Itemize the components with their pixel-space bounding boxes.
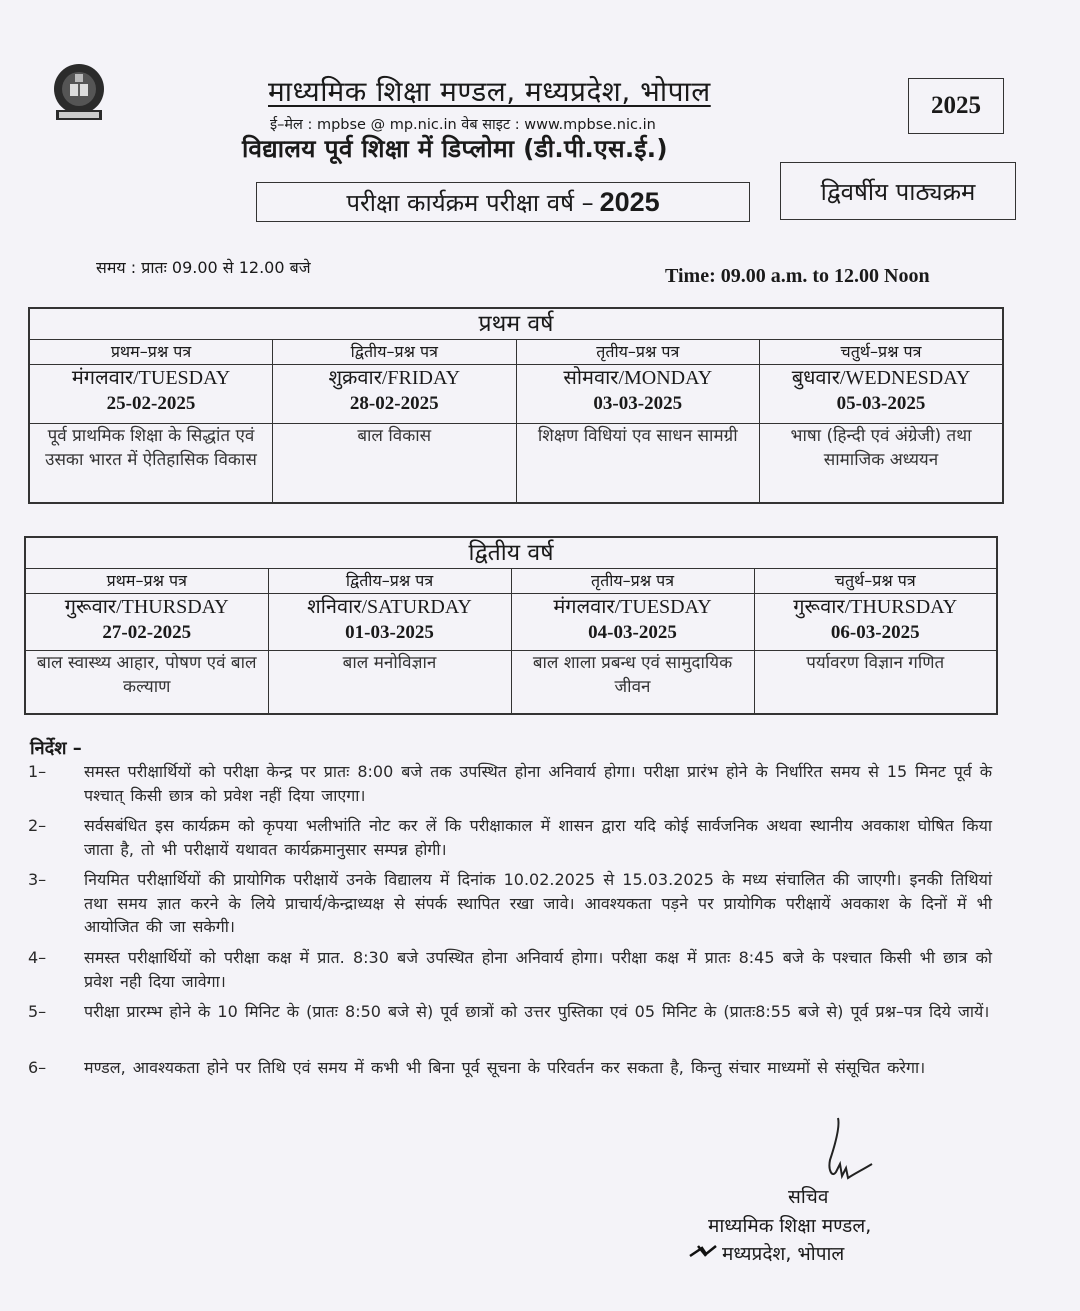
instruction-item — [22, 1000, 992, 1024]
instruction-number: 1– — [28, 762, 47, 781]
first-year-schedule-table — [28, 307, 1004, 504]
instruction-number: 2– — [28, 816, 47, 835]
year-badge: 2025 — [908, 78, 1004, 134]
contact-info: ई–मेल : mpbse @ mp.nic.in वेब साइट : www.mpbse.nic.in — [270, 117, 656, 133]
exam-day-cell — [760, 365, 1004, 424]
paper-header: चतुर्थ–प्रश्न पत्र — [754, 569, 997, 594]
instruction-item — [22, 946, 992, 993]
paper-header: चतुर्थ–प्रश्न पत्र — [760, 340, 1004, 365]
exam-subject: पर्यावरण विज्ञान गणित — [754, 651, 997, 715]
exam-date: 03-03-2025 — [593, 393, 683, 414]
year-title: प्रथम वर्ष — [29, 308, 1003, 340]
exam-day-cell — [29, 365, 273, 424]
exam-subject: बाल शाला प्रबन्ध एवं सामुदायिक जीवन — [511, 651, 754, 715]
instruction-number: 3– — [28, 870, 47, 889]
exam-day: शनिवार/SATURDAY — [307, 596, 472, 618]
exam-day: सोमवार/MONDAY — [563, 367, 713, 389]
exam-subject: बाल मनोविज्ञान — [268, 651, 511, 715]
course-title: विद्यालय पूर्व शिक्षा में डिप्लोमा (डी.पी.एस.ई.) — [242, 134, 668, 163]
exam-day: मंगलवार/TUESDAY — [553, 596, 712, 618]
signatory-designation: सचिव — [788, 1186, 829, 1208]
instruction-number: 5– — [28, 1002, 47, 1021]
exam-day: गुरूवार/THURSDAY — [64, 596, 229, 618]
instruction-number: 4– — [28, 948, 47, 967]
paper-header: प्रथम–प्रश्न पत्र — [25, 569, 268, 594]
instruction-text: समस्त परीक्षार्थियों को परीक्षा केन्द्र पर प्रातः 8:00 बजे तक उपस्थित होना अनिवार्य होगा। परीक्षा प्रारंभ होने के निर्धारित समय से 15 मिनट पूर्व के पश्चात् किसी छात्र को प्रवेश नहीं दिया जाएगा। — [84, 762, 992, 805]
second-year-schedule-table — [24, 536, 998, 715]
exam-subject: पूर्व प्राथमिक शिक्षा के सिद्धांत एवं उसका भारत में ऐतिहासिक विकास — [29, 424, 273, 504]
exam-day-cell — [511, 594, 754, 651]
exam-programme-box — [256, 182, 750, 222]
course-type-box: द्विवर्षीय पाठ्यक्रम — [780, 162, 1016, 220]
instruction-text: सर्वसबंधित इस कार्यक्रम को कृपया भलीभांति नोट कर लें कि परीक्षाकाल में शासन द्वारा यदि कोई सार्वजनिक अथवा स्थानीय अवकाश घोषित किया जाता है, तो भी परीक्षायें यथावत कार्यक्रमानुसार सम्पन्न होगी। — [84, 816, 992, 859]
instruction-number: 6– — [28, 1058, 47, 1077]
exam-date: 05-03-2025 — [836, 393, 926, 414]
paper-header: द्वितीय–प्रश्न पत्र — [268, 569, 511, 594]
exam-day: गुरूवार/THURSDAY — [793, 596, 958, 618]
exam-day: बुधवार/WEDNESDAY — [791, 367, 971, 389]
signatory-org-line2: मध्यप्रदेश, भोपाल — [722, 1243, 845, 1265]
paper-header: द्वितीय–प्रश्न पत्र — [273, 340, 517, 365]
exam-day-cell — [273, 365, 517, 424]
exam-date: 04-03-2025 — [588, 622, 677, 643]
exam-date: 27-02-2025 — [102, 622, 192, 643]
handwritten-signature-icon — [810, 1112, 880, 1192]
programme-label: परीक्षा कार्यक्रम परीक्षा वर्ष – — [346, 188, 594, 217]
exam-date: 25-02-2025 — [106, 393, 196, 414]
instruction-item — [22, 868, 992, 939]
exam-subject: बाल विकास — [273, 424, 517, 504]
instruction-item — [22, 814, 992, 861]
instruction-item — [22, 1056, 992, 1080]
exam-subject: शिक्षण विधियां एव साधन सामग्री — [516, 424, 760, 504]
signatory-org-line2-wrap — [688, 1240, 844, 1266]
instruction-text: नियमित परीक्षार्थियों की प्रायोगिक परीक्षायें उनके विद्यालय में दिनांक 10.02.2025 से 15.03.2025 के मध्य संचालित की जाएगी। इनकी तिथियां तथा समय ज्ञात करने के लिये प्राचार्य/केन्द्राध्यक्ष से संपर्क स्थापित रखा जावे। आवश्यकता पड़ने पर प्रायोगिक परीक्षायें अवकाश के दिनों में भी आयोजित की जा सकेगी। — [84, 870, 992, 936]
instruction-text: मण्डल, आवश्यकता होने पर तिथि एवं समय में कभी भी बिना पूर्व सूचना के परिवर्तन कर सकता है, किन्तु संचार माध्यमों से संसूचित करेगा। — [84, 1058, 926, 1077]
signatory-org-line1: माध्यमिक शिक्षा मण्डल, — [708, 1215, 872, 1237]
exam-day: शुक्रवार/FRIDAY — [328, 367, 461, 389]
paper-header: तृतीय–प्रश्न पत्र — [511, 569, 754, 594]
exam-time-hindi: समय : प्रातः 09.00 से 12.00 बजे — [96, 258, 311, 277]
instruction-item — [22, 760, 992, 807]
exam-day-cell — [516, 365, 760, 424]
exam-day: मंगलवार/TUESDAY — [71, 367, 231, 389]
year-title: द्वितीय वर्ष — [25, 537, 997, 569]
programme-year: 2025 — [599, 186, 660, 217]
board-title: माध्यमिक शिक्षा मण्डल, मध्यप्रदेश, भोपाल — [268, 75, 711, 108]
exam-date: 06-03-2025 — [830, 622, 920, 643]
instruction-text: समस्त परीक्षार्थियों को परीक्षा कक्ष में प्रात. 8:30 बजे उपस्थित होना अनिवार्य होगा। परीक्षा कक्ष में प्रातः 8:45 बजे के पश्चात किसी भी छात्र को प्रवेश नही दिया जावेगा। — [84, 948, 992, 991]
exam-subject: भाषा (हिन्दी एवं अंग्रेजी) तथा सामाजिक अध्ययन — [760, 424, 1004, 504]
exam-date: 28-02-2025 — [349, 393, 439, 414]
instructions-heading: निर्देश – — [30, 738, 82, 759]
exam-time-english: Time: 09.00 a.m. to 12.00 Noon — [665, 265, 930, 287]
exam-subject: बाल स्वास्थ्य आहार, पोषण एवं बाल कल्याण — [25, 651, 268, 715]
exam-date: 01-03-2025 — [345, 622, 434, 643]
exam-day-cell — [268, 594, 511, 651]
mpbse-emblem-icon — [46, 62, 112, 122]
signature-flourish-icon — [688, 1242, 718, 1265]
paper-header: तृतीय–प्रश्न पत्र — [516, 340, 760, 365]
paper-header: प्रथम–प्रश्न पत्र — [29, 340, 273, 365]
instruction-text: परीक्षा प्रारम्भ होने के 10 मिनिट के (प्रातः 8:50 बजे से) पूर्व छात्रों को उत्तर पुस्तिका एवं 05 मिनिट के (प्रातः8:55 बजे से) पूर्व प्रश्न–पत्र दिये जायें। — [84, 1002, 990, 1021]
exam-day-cell — [754, 594, 997, 651]
exam-day-cell — [25, 594, 268, 651]
